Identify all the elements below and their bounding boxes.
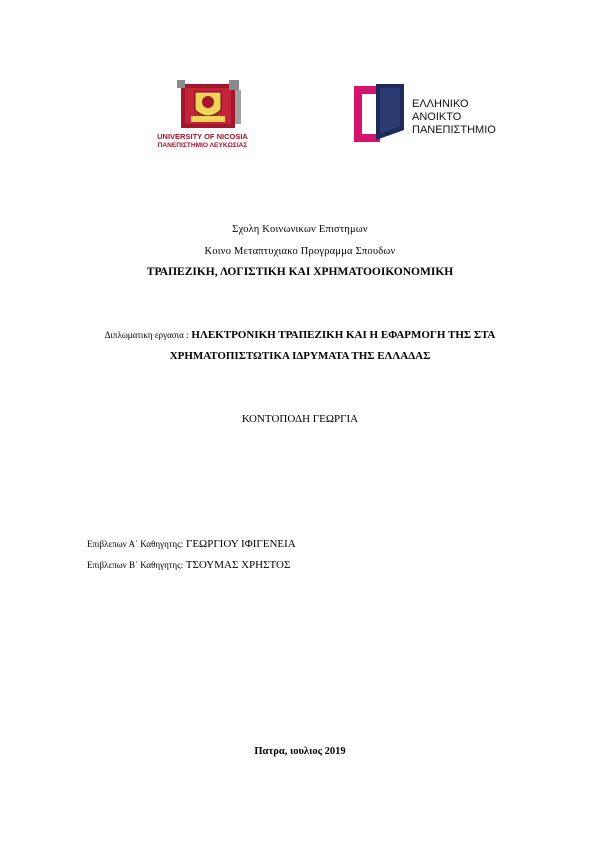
university-of-nicosia-logo xyxy=(145,78,260,153)
supervisor-a xyxy=(87,538,296,550)
supervisor-b-label: Επιβλεπων Β΄ Καθηγητης: xyxy=(87,560,184,570)
thesis-label: Διπλωματικη εργασια : xyxy=(104,330,189,340)
school-name: Σχολη Κοινωνικων Επιστημων xyxy=(232,224,368,235)
unic-logo-subtitle: ΠΑΝΕΠΙΣΤΗΜΙΟ ΛΕΥΚΩΣΙΑΣ xyxy=(157,142,248,149)
supervisor-b-name: ΤΣΟΥΜΑΣ ΧΡΗΣΤΟΣ xyxy=(185,559,291,571)
thesis-title-part-2: ΧΡΗΜΑΤΟΠΙΣΤΩΤΙΚΑ ΙΔΡΥΜΑΤΑ ΤΗΣ ΕΛΛΑΔΑΣ xyxy=(169,350,431,362)
supervisor-a-name: ΓΕΩΡΓΙΟΥ ΙΦΙΓΕΝΕΙΑ xyxy=(185,538,296,550)
program-name: Κοινο Μεταπτυχιακο Προγραμμα Σπουδων xyxy=(204,246,396,257)
thesis-title-part-1: ΗΛΕΚΤΡΟΝΙΚΗ ΤΡΑΠΕΖΙΚΗ ΚΑΙ Η ΕΦΑΡΜΟΓΗ ΤΗΣ ΣΤΑ xyxy=(191,329,496,341)
thesis-title-line-2 xyxy=(0,350,600,362)
unic-crest-icon xyxy=(173,78,243,130)
unic-logo-name: UNIVERSITY OF NICOSIA xyxy=(157,132,248,141)
supervisor-b xyxy=(87,559,290,571)
author-name: ΚΟΝΤΟΠΟΔΗ ΓΕΩΡΓΙΑ xyxy=(241,413,359,425)
place-date: Πατρα, ιουλιος 2019 xyxy=(254,746,346,757)
eap-book-icon xyxy=(354,84,410,142)
eap-logo-text xyxy=(412,98,496,137)
eap-logo-line-1: ΕΛΛΗΝΙΚΟ xyxy=(412,98,469,110)
eap-logo-line-3: ΠΑΝΕΠΙΣΤΗΜΙΟ xyxy=(412,124,496,136)
supervisor-a-label: Επιβλεπων Α΄ Καθηγητης: xyxy=(87,539,184,549)
eap-logo-line-2: ΑΝΟΙΚΤΟ xyxy=(412,111,462,123)
thesis-title-line-1 xyxy=(0,329,600,341)
hellenic-open-university-logo xyxy=(354,84,514,144)
program-title: ΤΡΑΠΕΖΙΚΗ, ΛΟΓΙΣΤΙΚΗ ΚΑΙ ΧΡΗΜΑΤΟΟΙΚΟΝΟΜΙΚΗ xyxy=(146,266,454,278)
